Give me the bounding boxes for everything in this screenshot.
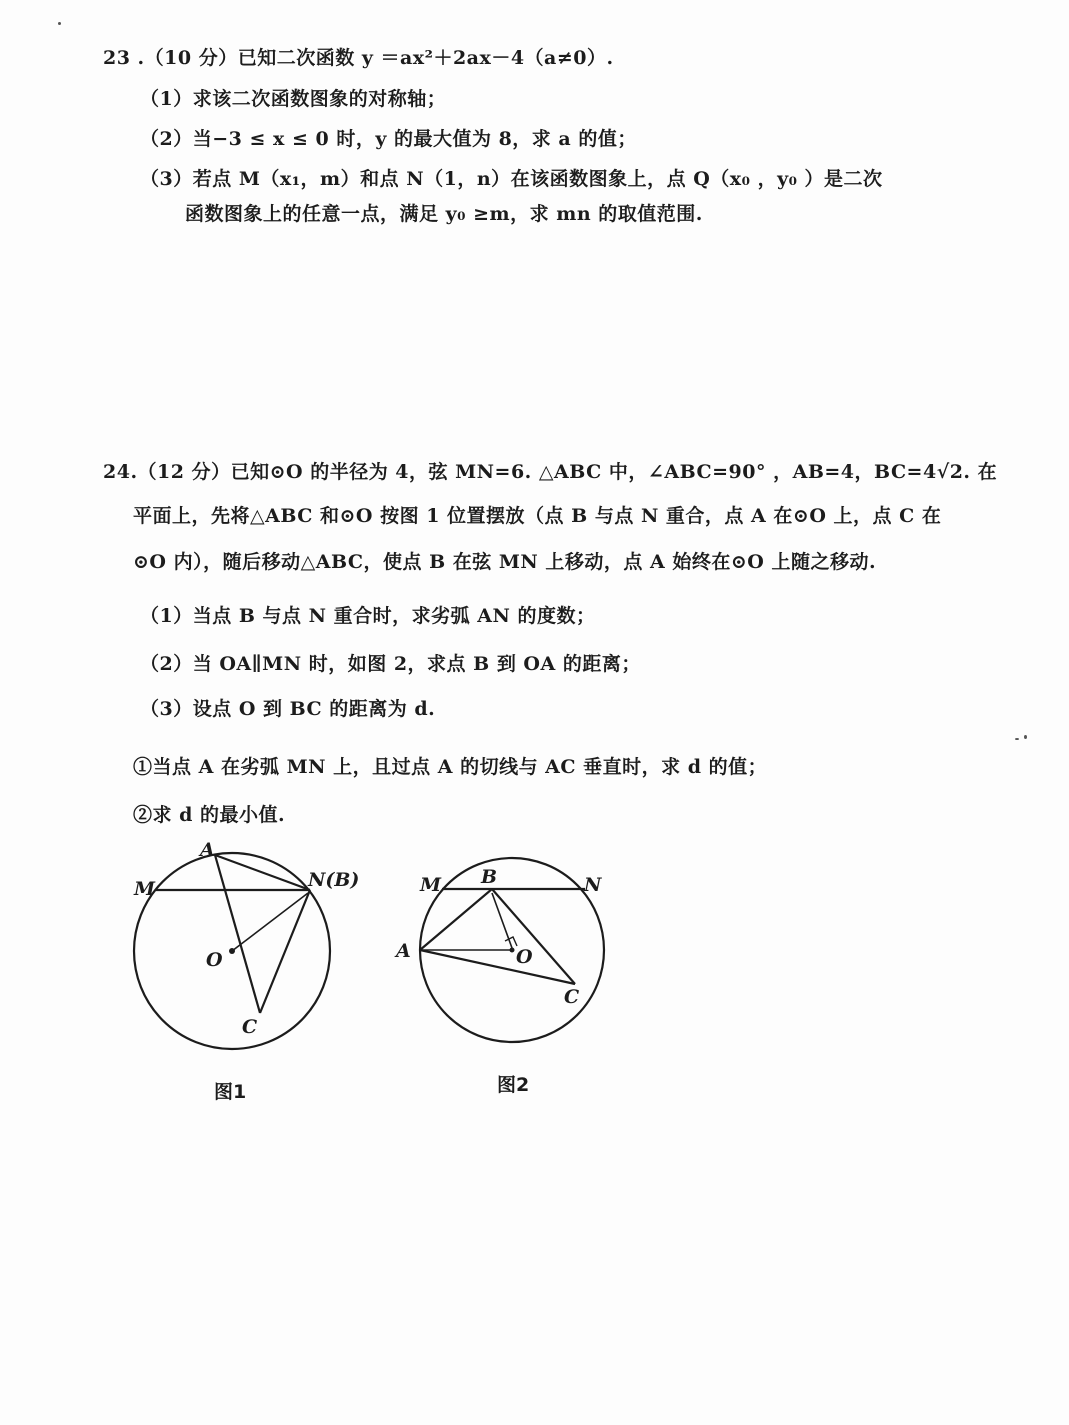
fig1-label-m: M (134, 878, 156, 900)
q24-part2: （2）当 OA∥MN 时，如图 2，求点 B 到 OA 的距离； (140, 653, 641, 675)
q23-part2: （2）当−3 ≤ x ≤ 0 时，y 的最大值为 8，求 a 的值； (140, 128, 637, 150)
fig2-label-n: N (584, 874, 602, 896)
fig2-label-a: A (396, 940, 411, 962)
q24-line3: ⊙O 内），随后移动△ABC，使点 B 在弦 MN 上移动，点 A 始终在⊙O 上随之移动. (133, 551, 877, 573)
figure-2-caption: 图2 (497, 1074, 530, 1096)
q23-part1: （1）求该二次函数图象的对称轴； (140, 88, 447, 110)
q24-line2: 平面上，先将△ABC 和⊙O 按图 1 位置摆放（点 B 与点 N 重合，点 A 在⊙O 上，点 C 在 (133, 505, 942, 527)
q24-line1: 24.（12 分）已知⊙O 的半径为 4，弦 MN=6. △ABC 中，∠ABC=90° ，AB=4，BC=4√2. 在 (103, 461, 998, 483)
scan-speck (1015, 738, 1019, 740)
fig1-center-dot (229, 948, 235, 954)
fig2-label-o: O (516, 946, 533, 968)
q23-title: 23 .（10 分）已知二次函数 y ＝ax²＋2ax－4（a≠0）. (103, 47, 614, 69)
q23-part3-line2: 函数图象上的任意一点，满足 y₀ ≥m，求 mn 的取值范围. (185, 203, 703, 225)
scan-speck (1024, 735, 1027, 739)
fig1-side-bc (260, 890, 310, 1013)
q24-part3: （3）设点 O 到 BC 的距离为 d. (140, 698, 436, 720)
fig2-side-bc (492, 889, 575, 984)
fig1-label-a: A (200, 839, 215, 861)
fig2-center-dot (510, 948, 515, 953)
q24-sub2: ②求 d 的最小值. (133, 804, 286, 826)
scan-speck (58, 22, 61, 25)
fig2-side-ac (420, 950, 575, 984)
q24-sub1: ①当点 A 在劣弧 MN 上，且过点 A 的切线与 AC 垂直时，求 d 的值； (133, 756, 768, 778)
figure-2-diagram (392, 845, 622, 1050)
fig2-side-ab (420, 889, 492, 950)
fig1-side-ab (215, 855, 310, 890)
figure-1-diagram (120, 838, 380, 1058)
fig1-label-o: O (206, 949, 223, 971)
fig2-label-m: M (420, 874, 442, 896)
fig1-label-c: C (242, 1016, 258, 1038)
fig2-label-c: C (564, 986, 580, 1008)
q23-part3-line1: （3）若点 M（x₁，m）和点 N（1，n）在该函数图象上，点 Q（x₀ ，y₀ ）是二次 (140, 168, 883, 190)
q24-part1: （1）当点 B 与点 N 重合时，求劣弧 AN 的度数； (140, 605, 596, 627)
fig2-label-b: B (481, 866, 498, 888)
figure-1-caption: 图1 (214, 1081, 247, 1103)
fig1-label-nb: N(B) (308, 869, 360, 891)
